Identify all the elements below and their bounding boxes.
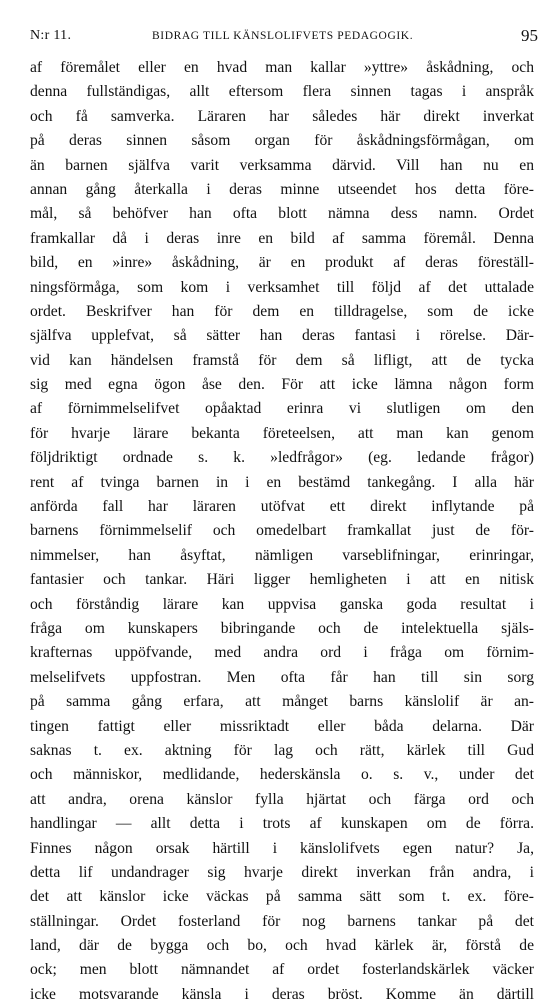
text-line: handlingar — allt detta i trots af kunskapen om de förra.	[30, 815, 534, 833]
text-line: att andra, orena känslor fylla hjärtat och färga ord och	[30, 790, 534, 808]
text-line: detta lif undandrager sig hvarje direkt inverkan från andra, i	[30, 863, 534, 881]
text-line: än barnen själfva varit verksamma därvid. Vill han nu en	[30, 156, 534, 174]
body-text	[24, 56, 540, 1007]
text-line: och människor, medlidande, hederskänsla o. s. v., under det	[30, 766, 534, 784]
text-line: melselifvets uppfostran. Men ofta får han till sin sorg	[30, 668, 534, 686]
text-line: och förståndig lärare kan uppvisa ganska goda resultat i	[30, 595, 534, 613]
text-line: tingen fattigt eller missriktadt eller båda delarna. Där	[30, 717, 534, 735]
text-line: denna fullständigas, allt eftersom flera sinnen tagas i anspråk	[30, 83, 534, 101]
text-line: på deras sinnen såsom organ för åskådningsförmågan, om	[30, 132, 534, 150]
text-line: framkallar då i deras inre en bild af samma föremål. Denna	[30, 229, 534, 247]
text-line: själfva upplefvat, så sätter han deras fantasi i rörelse. Där-	[30, 327, 534, 345]
text-line: för hvarje lärare bekanta företeelsen, att man kan genom	[30, 424, 534, 442]
text-line: fråga om kunskapers bibringande och de intelektuella själs-	[30, 619, 534, 637]
text-line: icke motsvarande känsla i deras bröst. Komme än därtill	[30, 985, 534, 1003]
text-line: ordet. Beskrifver han för dem en tilldragelse, som de icke	[30, 302, 534, 320]
text-line: krafternas uppöfvande, med andra ord i fråga om förnim-	[30, 644, 534, 662]
text-line: af förnimmelselifvet opåaktad erinra vi slutligen om den	[30, 400, 534, 418]
running-title: BIDRAG TILL KÄNSLOLIFVETS PEDAGOGIK.	[152, 30, 414, 42]
text-line: barnens förnimmelselif och omedelbart framkallat just de för-	[30, 522, 534, 540]
text-line: saknas t. ex. aktning för lag och rätt, kärlek till Gud	[30, 741, 534, 759]
text-line: vid kan händelsen framstå för dem så lifligt, att de tycka	[30, 351, 534, 369]
text-line: ställningar. Ordet fosterland för nog barnens tankar på det	[30, 912, 534, 930]
text-line: annan gång återkalla i deras minne utseendet hos detta före-	[30, 180, 534, 198]
text-line: land, där de bygga och bo, och hvad kärlek är, förstå de	[30, 937, 534, 955]
book-page	[24, 24, 540, 1007]
text-line: det att känslor icke väckas på samma sätt som t. ex. före-	[30, 888, 534, 906]
issue-number: N:r 11.	[30, 28, 72, 43]
text-line: på samma gång erfara, att månget barns känslolif är an-	[30, 693, 534, 711]
text-line: ningsförmåga, som kom i verksamhet till följd af det uttalade	[30, 278, 534, 296]
running-head	[24, 24, 540, 50]
text-line: sig med egna ögon åse den. För att icke lämna någon form	[30, 376, 534, 394]
text-line: Finnes någon orsak härtill i känslolifvets egen natur? Ja,	[30, 839, 534, 857]
text-line: ock; men blott nämnandet af ordet fosterlandskärlek väcker	[30, 961, 534, 979]
text-line: fantasier och tankar. Häri ligger hemligheten i att en nitisk	[30, 571, 534, 589]
text-line: rent af tvinga barnen in i en bestämd tankegång. I alla här	[30, 473, 534, 491]
text-line: mål, så behöfver han ofta blott nämna dess namn. Ordet	[30, 205, 534, 223]
text-line: bild, en »inre» åskådning, är en produkt af deras föreställ-	[30, 254, 534, 272]
text-line: anförda fall har läraren utöfvat ett direkt inflytande på	[30, 498, 534, 516]
text-line: och få samverka. Läraren har således här direkt inverkat	[30, 107, 534, 125]
text-line: nimmelser, han åsyftat, nämligen varseblifningar, erinringar,	[30, 546, 534, 564]
text-line: af föremålet eller en hvad man kallar »yttre» åskådning, och	[30, 59, 534, 76]
text-line: följdriktigt ordnade s. k. »ledfrågor» (eg. ledande frågor)	[30, 449, 534, 467]
page-number: 95	[521, 26, 538, 45]
